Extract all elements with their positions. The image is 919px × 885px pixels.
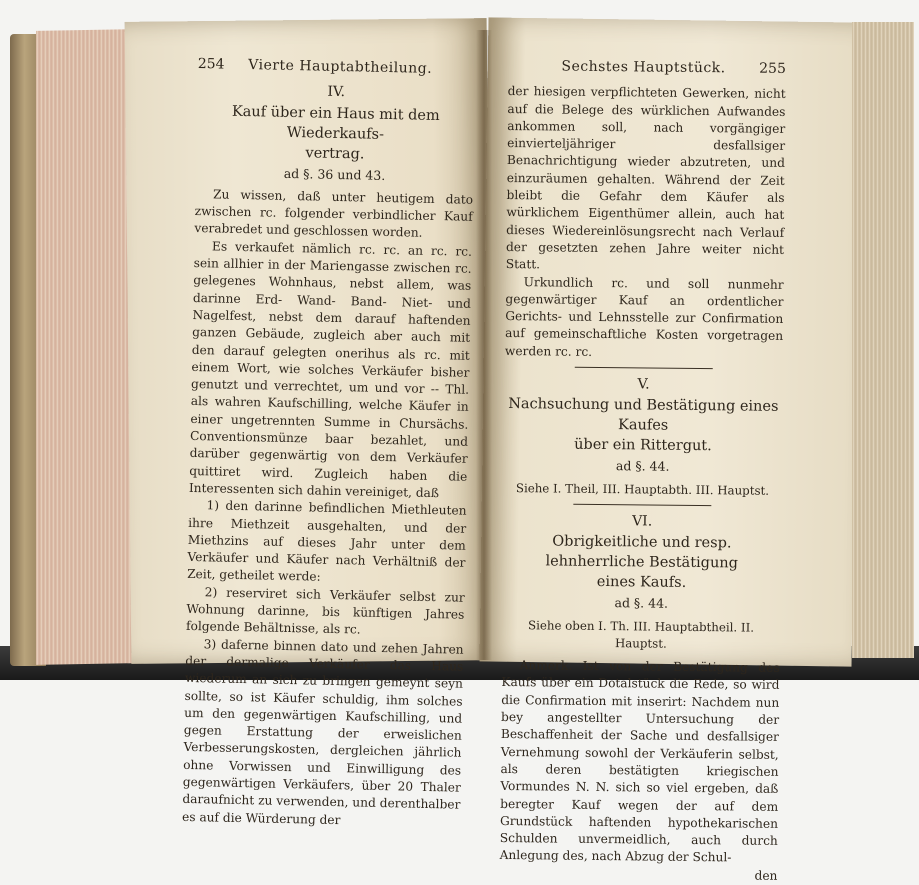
running-head: Vierte Hauptabtheilung. xyxy=(248,57,433,77)
book-gutter xyxy=(476,30,492,660)
section-heading-line-2: über ein Rittergut. xyxy=(574,437,712,455)
section-heading-line-1: Nachsuchung und Bestätigung eines Kaufes xyxy=(508,396,779,435)
closing-paragraph: Urkundlich rc. und soll nunmehr gegenwärtiger Kauf an ordentlicher Gerichts- und Lehnsstelle zur Confirmation auf gemeinschaftliche Kosten vorgetragen werden rc. rc. xyxy=(504,274,784,359)
section-divider xyxy=(575,367,713,369)
right-page-header xyxy=(508,58,786,78)
page-number: 255 xyxy=(759,60,786,77)
continuation-paragraph: der hiesigen verpflichteten Gewerken, nicht auf die Belege des würklichen Aufwandes ankommen soll, nach vorgängiger einvierteljähriger desfallsiger Benachrichtigung wieder abzutreten, und einzuräumen gehalten. Während der Zeit bleibt die Gefahr dem Käufer als würklichem Eigenthümer allein, auch hat dieses Wiedereinlösungsrecht nach Verlauf der gesetzten zehen Jahre weiter nicht Statt. xyxy=(505,84,786,272)
list-item: 2) reserviret sich Verkäufer selbst zur Wohnung darinne, bis künftigen Jahres folgende Behältnisse, als rc. xyxy=(185,584,465,637)
list-item: 3) daferne binnen dato und zehen Jahren der dermalige Verkäufer das Haus wiederum an sich zu bringen gemeynt seyn sollte, so ist Käufer schuldig, ihm solches um den gegenwärtigen Kaufschilling, und gegen Erstattung der erweislichen Verbesserungskosten, dergleichen jährlich ohne Vorwissen und Einwilligung des gegenwärtigen Verkäufers, über 20 Thaler daraufnicht zu verwenden, und derenthalber es auf die Würderung der xyxy=(181,636,464,827)
section-heading-line-2: eines Kaufs. xyxy=(596,574,687,592)
page-edges-right xyxy=(852,22,914,658)
note-paragraph: Anmerk. Ist von der Bestätigung des Kaufs über ein Dotalstück die Rede, so wird die Confirmation mit inserirt: Nachdem nun bey angestellter Untersuchung der Beschaffenheit der Sache und desfallsiger Vernehmung sowohl der Verkäuferin selbst, als deren bestätigten kriegischen Vormundes N. N. sich so viel ergeben, daß beregter Kauf wegen der auf dem Grundstück haftenden hypothekarischen Schulden unvermeidlich, auch durch Anlegung des, nach Abzug der Schul- xyxy=(499,658,780,865)
list-item: 1) den darinne befindlichen Miethleuten ihre Miethzeit ausgehalten, und der Miethzins auf dieses Jahr unter dem Verkäufer und Käufer nach Verhältniß der Zeit, getheilet werde: xyxy=(186,498,467,585)
right-page-text xyxy=(499,58,786,885)
section-number: VI. xyxy=(632,513,653,530)
paragraph: Es verkaufet nämlich rc. rc. an rc. rc. sein allhier in der Mariengasse zwischen rc. gelegenes Wohnhaus, nebst allem, was darinne Erd- Wand- Band- Niet- und Nagelfest, nebst dem darauf haftenden ganzen Gebäude, zugleich aber auch mit den darauf gelegten onerihus als rc. mit einem Wort, wie solches Verkäufer bisher genutzt und verrechtet, um und vor -- Thl. als wahren Kaufschilling, welche Käufer in einer ungetrennten Summe in Chursächs. Conventionsmünze baar bezahlet, und darüber gegenwärtig von dem Verkäufer quittiret wird. Zugleich haben die Interessenten sich dahin vereiniget, daß xyxy=(188,239,473,501)
catchword: den xyxy=(754,868,778,883)
page-edges-left xyxy=(36,29,140,665)
page-number: 254 xyxy=(197,56,225,73)
section-heading-line-1: Kauf über ein Haus mit dem Wiederkaufs- xyxy=(231,103,440,143)
section-reference: ad §. 44. xyxy=(615,458,670,475)
section-reference: ad §. 36 und 43. xyxy=(283,165,386,183)
section-divider xyxy=(573,504,711,506)
cross-reference: Siehe oben I. Th. III. Hauptabtheil. II. Hauptst. xyxy=(527,617,755,651)
section-reference: ad §. 44. xyxy=(614,595,669,611)
section-heading-line-2: vertrag. xyxy=(305,144,365,163)
section-number: V. xyxy=(637,376,650,393)
section-heading-line-1: Obrigkeitliche und resp. lehnherrliche Bestätigung xyxy=(545,533,739,572)
left-page-text xyxy=(182,56,476,832)
paragraph: Zu wissen, daß unter heutigem dato zwischen rc. folgender verbindlicher Kauf verabredet und geschlossen worden. xyxy=(194,187,474,241)
running-head: Sechstes Hauptstück. xyxy=(561,58,726,77)
section-number: IV. xyxy=(327,84,346,101)
cross-reference: Siehe I. Theil, III. Hauptabth. III. Hauptst. xyxy=(515,480,770,498)
